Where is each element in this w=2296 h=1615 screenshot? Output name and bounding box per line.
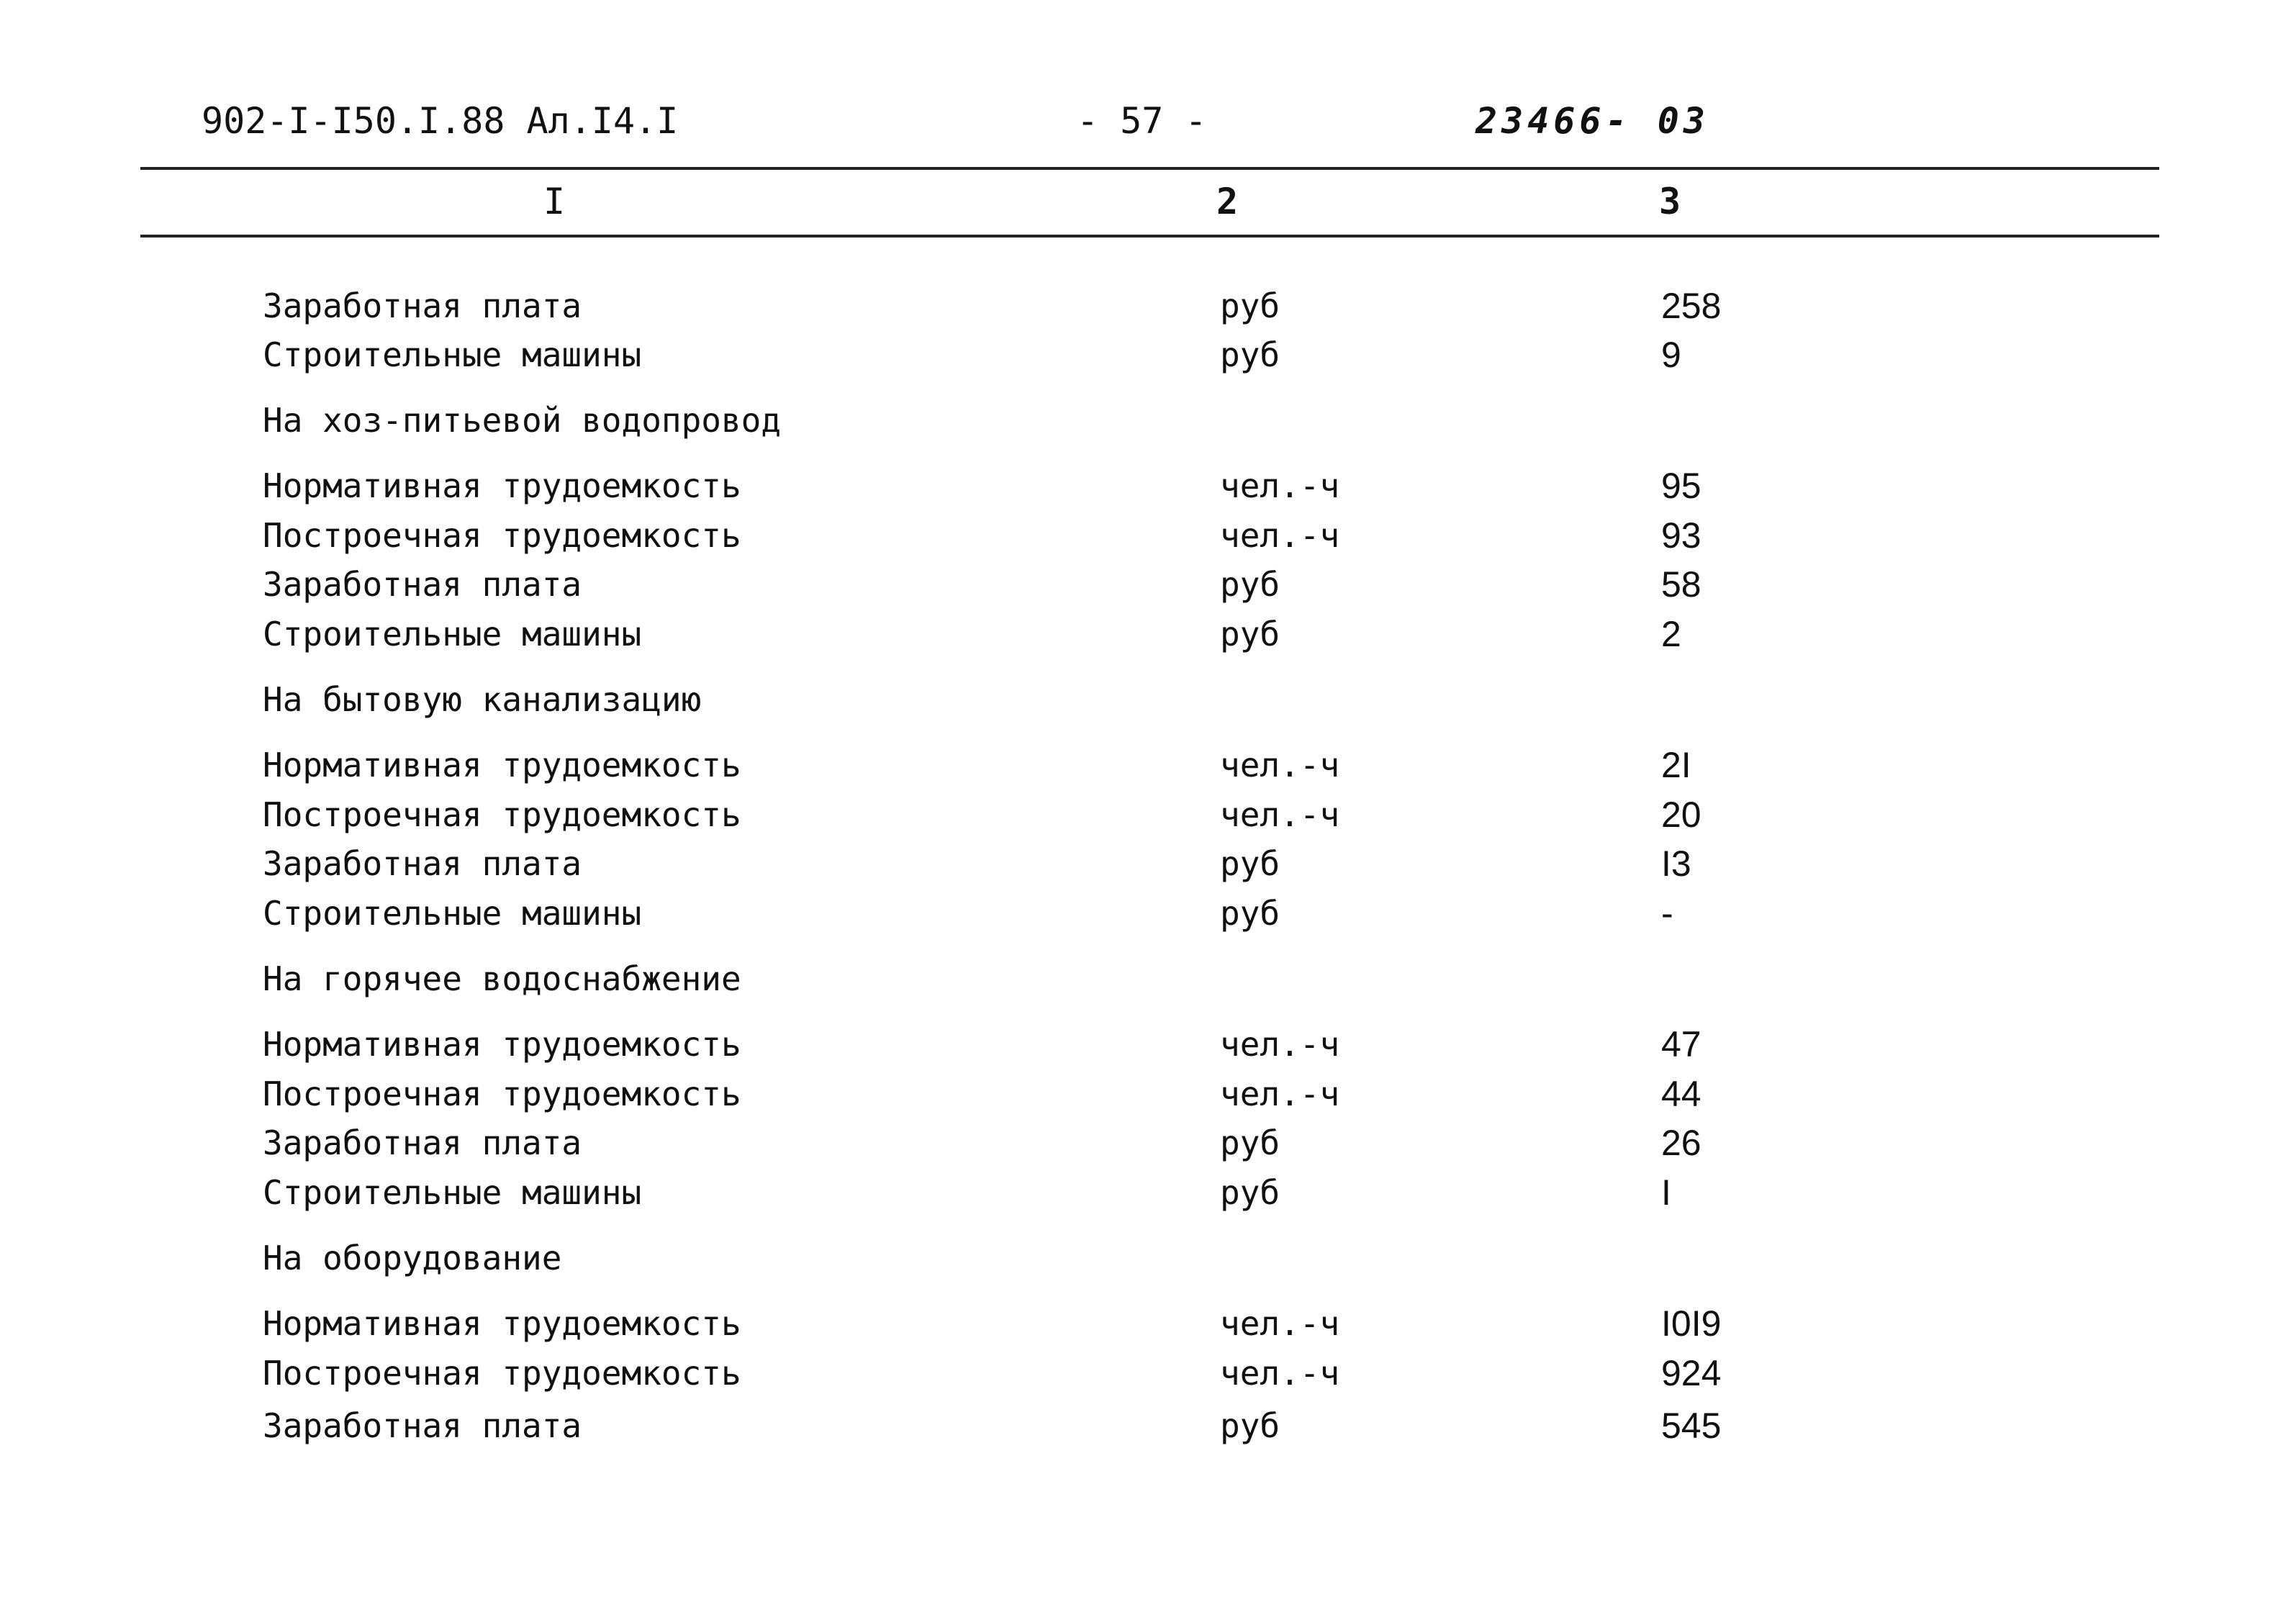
row-value: I0I9 <box>1661 1303 1722 1344</box>
row-unit: руб <box>1220 844 1280 883</box>
row-unit: руб <box>1220 1406 1280 1445</box>
section-heading <box>0 956 2296 1002</box>
table-row <box>0 890 2296 936</box>
row-value: 58 <box>1661 564 1701 605</box>
table-row <box>0 841 2296 887</box>
row-name: Строительные машины <box>263 335 642 374</box>
row-value: 545 <box>1661 1406 1722 1446</box>
row-name: Нормативная трудоемкость <box>263 1025 741 1064</box>
table-row <box>0 611 2296 657</box>
column-number-1: I <box>543 181 566 222</box>
table-row <box>0 1300 2296 1347</box>
row-unit: чел.-ч <box>1220 1025 1340 1064</box>
table-row <box>0 1071 2296 1117</box>
table-row <box>0 1350 2296 1396</box>
row-name: Построечная трудоемкость <box>263 795 741 834</box>
row-unit: руб <box>1220 615 1280 653</box>
page-number: - 57 - <box>1077 100 1207 142</box>
row-unit: руб <box>1220 1173 1280 1212</box>
document-number: 23466- 03 <box>1475 100 1709 142</box>
row-unit: чел.-ч <box>1220 516 1340 555</box>
row-value: 258 <box>1661 286 1722 326</box>
row-unit: чел.-ч <box>1220 466 1340 505</box>
row-name: Заработная плата <box>263 1123 582 1162</box>
row-unit: чел.-ч <box>1220 1075 1340 1113</box>
document-code: 902-I-I50.I.88 Ал.I4.I <box>202 100 679 142</box>
table-header-rule <box>140 235 2159 238</box>
row-unit: чел.-ч <box>1220 746 1340 784</box>
table-row <box>0 1403 2296 1449</box>
row-value: 924 <box>1661 1353 1722 1393</box>
column-number-3: 3 <box>1659 181 1681 222</box>
row-name: Заработная плата <box>263 565 582 604</box>
row-name: На горячее водоснабжение <box>263 959 741 998</box>
row-value: I3 <box>1661 843 1691 884</box>
row-value: 2 <box>1661 614 1681 654</box>
row-name: Нормативная трудоемкость <box>263 746 741 784</box>
row-value: 9 <box>1661 335 1681 375</box>
row-name: Построечная трудоемкость <box>263 1075 741 1113</box>
row-value: 2I <box>1661 745 1691 785</box>
row-unit: чел.-ч <box>1220 1354 1340 1393</box>
row-name: Заработная плата <box>263 1406 582 1445</box>
row-name: Нормативная трудоемкость <box>263 466 741 505</box>
row-unit: руб <box>1220 565 1280 604</box>
row-unit: руб <box>1220 335 1280 374</box>
row-unit: руб <box>1220 894 1280 933</box>
table-top-rule <box>140 167 2159 170</box>
row-value: 26 <box>1661 1123 1701 1163</box>
row-name: Строительные машины <box>263 1173 642 1212</box>
table-row <box>0 332 2296 378</box>
row-name: Строительные машины <box>263 615 642 653</box>
section-heading <box>0 397 2296 443</box>
row-unit: чел.-ч <box>1220 1304 1340 1343</box>
row-value: I <box>1661 1172 1671 1213</box>
row-name: Построечная трудоемкость <box>263 1354 741 1393</box>
table-row <box>0 1120 2296 1166</box>
row-value: 93 <box>1661 515 1701 556</box>
table-row <box>0 561 2296 607</box>
table-row <box>0 463 2296 509</box>
row-unit: руб <box>1220 1123 1280 1162</box>
table-row <box>0 792 2296 838</box>
row-value: - <box>1661 893 1673 933</box>
row-value: 20 <box>1661 795 1701 835</box>
row-name: Строительные машины <box>263 894 642 933</box>
row-unit: руб <box>1220 286 1280 325</box>
table-row <box>0 742 2296 788</box>
row-value: 95 <box>1661 466 1701 506</box>
section-heading <box>0 677 2296 723</box>
column-number-2: 2 <box>1216 181 1239 222</box>
row-unit: чел.-ч <box>1220 795 1340 834</box>
table-row <box>0 512 2296 558</box>
row-name: Нормативная трудоемкость <box>263 1304 741 1343</box>
section-heading <box>0 1235 2296 1281</box>
row-name: Заработная плата <box>263 844 582 883</box>
table-row <box>0 283 2296 329</box>
row-name: Построечная трудоемкость <box>263 516 741 555</box>
row-name: На хоз-питьевой водопровод <box>263 401 782 440</box>
row-value: 47 <box>1661 1024 1701 1064</box>
row-value: 44 <box>1661 1074 1701 1114</box>
row-name: На оборудование <box>263 1239 562 1277</box>
row-name: Заработная плата <box>263 286 582 325</box>
table-row <box>0 1170 2296 1216</box>
table-row <box>0 1021 2296 1067</box>
row-name: На бытовую канализацию <box>263 680 702 719</box>
